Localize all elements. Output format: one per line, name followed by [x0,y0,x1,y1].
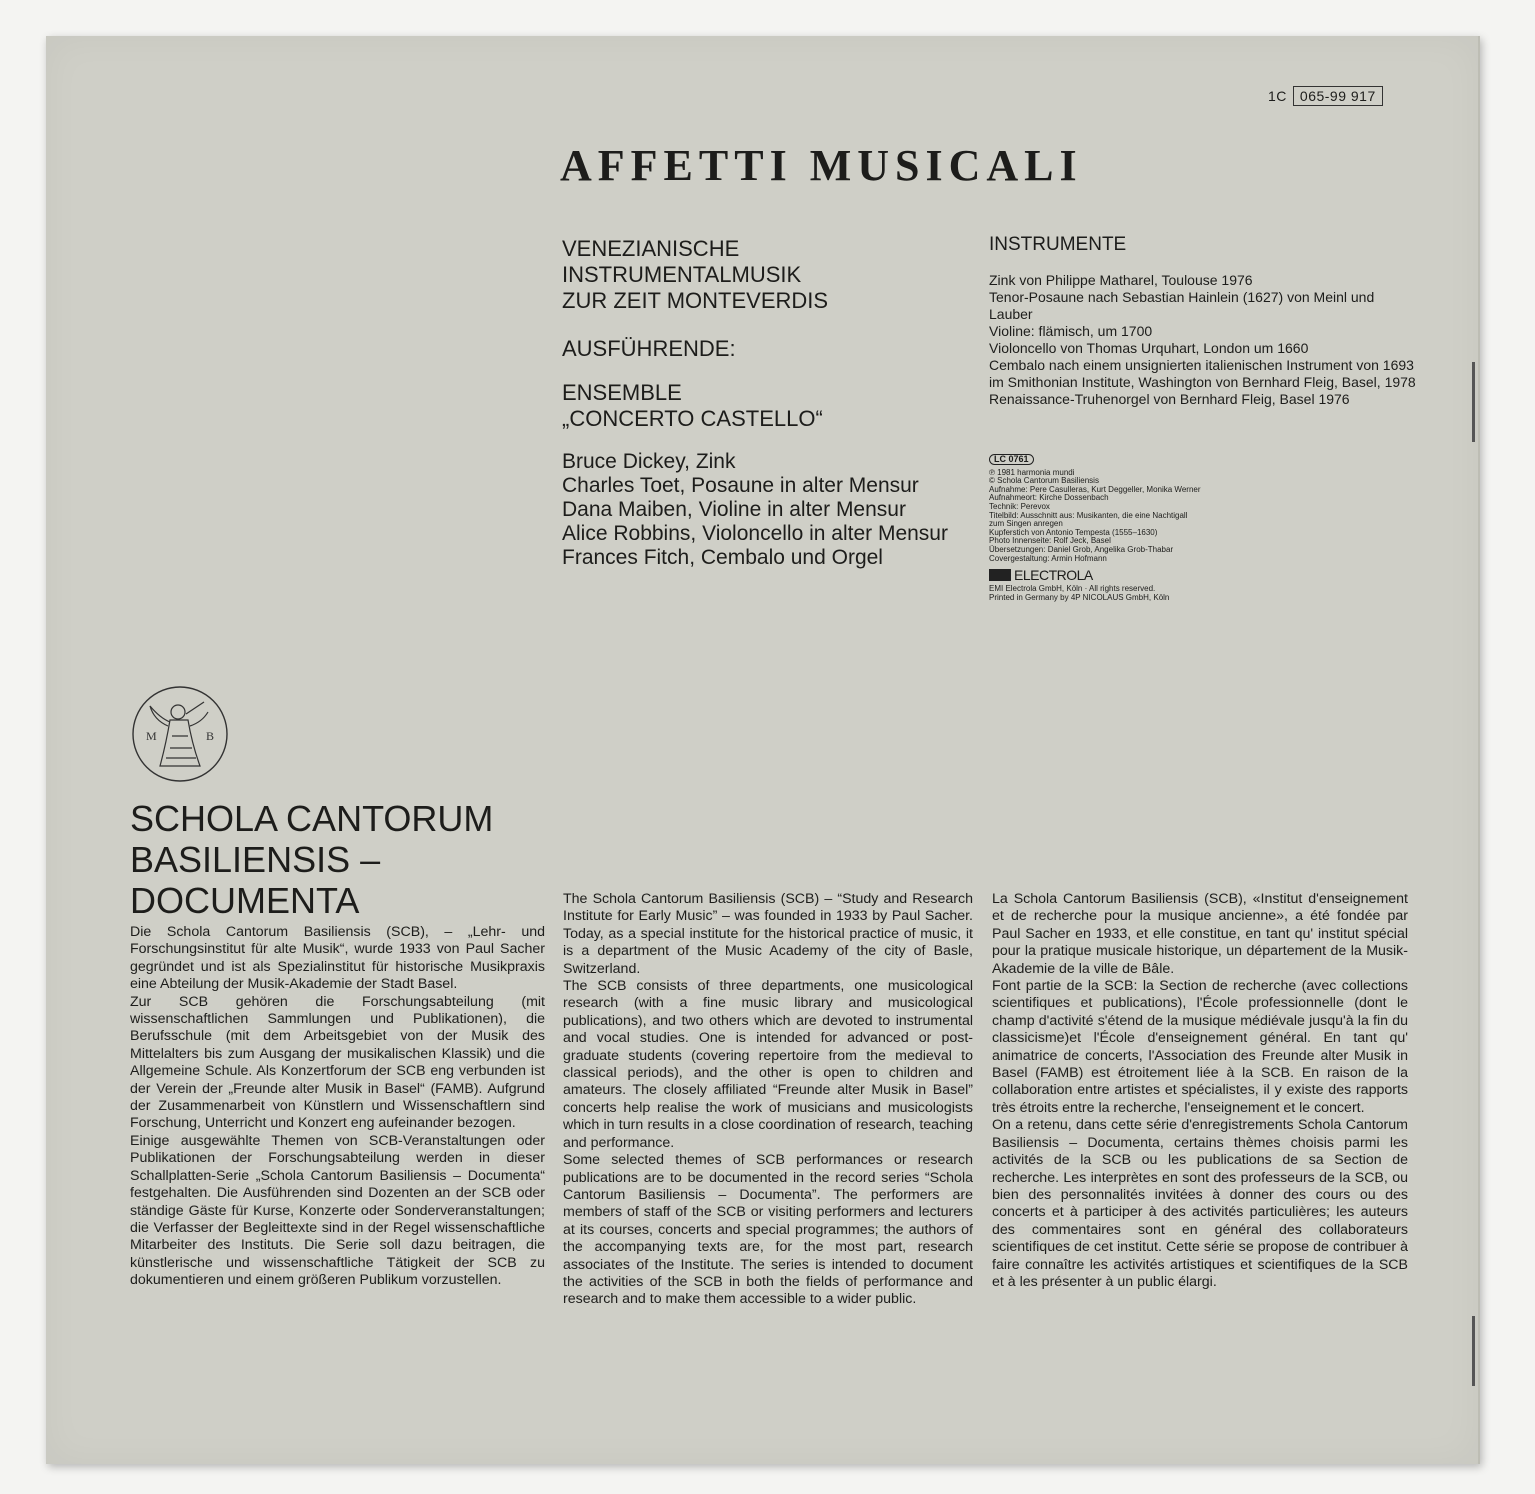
label-name: ELECTROLA [1014,566,1093,583]
performer-item: Dana Maiben, Violine in alter Mensur [562,498,906,521]
instrument-item: Violoncello von Thomas Urquhart, London um 1660 [989,340,1309,356]
seal-letter-right: B [206,729,215,743]
rights-line: EMI Electrola GmbH, Köln · All rights reserved. [989,584,1156,594]
rights-line: Printed in Germany by 4P NICOLAUS GmbH, Köln [989,592,1170,602]
paragraph: The Schola Cantorum Basiliensis (SCB) – “Study and Research Institute for Early Music” – was founded in 1933 by Paul Sacher. Today, as a special institute for the historical practice of music, it is a department of the Music Academy of the city of Basle, Switzerland. [563,891,973,977]
performer-list [562,450,948,570]
instrument-item: Zink von Philippe Matharel, Toulouse 1976 [989,272,1253,288]
performer-item: Alice Robbins, Violoncello in alter Mensur [562,522,948,545]
credit-line: ℗ 1981 harmonia mundi [989,467,1075,477]
electrola-logo [989,566,1093,583]
credit-line: zum Singen anregen [989,519,1063,529]
paragraph: Font partie de la SCB: la Section de recherche (avec collections scientifiques et publications), l'École professionnelle (dont le champ d'activité s'étend de la musique médiévale jusqu'à la fin du classicisme)et l'École d'enseignement général. En tant qu' animatrice de concerts, l'Association des Freunde alter Musik in Basel (FAMB) est étroitement liée à la SCB. En raison de la collaboration entre artistes et spécialistes, il y existe des rapports très étroits entre la recherche, l'enseignement et le concert. [992,978,1408,1116]
album-subtitle: VENEZIANISCHE INSTRUMENTALMUSIK ZUR ZEIT MONTEVERDIS [562,236,829,313]
record-sleeve-back [46,36,1480,1464]
sleeve-edge-mark [1472,1316,1475,1386]
ensemble-name: ENSEMBLE „CONCERTO CASTELLO“ [562,380,823,431]
catalog-number [1268,86,1383,106]
paragraph: Die Schola Cantorum Basiliensis (SCB), – „Lehr- und Forschungsinstitut für alte Musik“, wurde 1933 von Paul Sacher gegründet und ist als Spezialinstitut für historische Musikpraxis eine Abteilung der Musik-Akademie der Stadt Basel. [130,924,545,993]
paragraph: Einige ausgewählte Themen von SCB-Veranstaltungen oder Publikationen der Forschungsabteilung werden in dieser Schallplatten-Serie „Schola Cantorum Basiliensis – Documenta“ festgehalten. Die Ausführenden sind Dozenten an der SCB oder ständige Gäste für Kurse, Konzerte oder Sonderveranstaltungen; die Verfasser der Begleittexte sind in der Regel wissenschaftliche Mitarbeiter des Instituts. Die Serie soll dazu beitragen, die künstlerische und wissenschaftliche Tätigkeit der SCB zu dokumentieren und einem größeren Publikum vorzustellen. [130,1132,545,1289]
text-column-english [563,891,973,1309]
performers-heading: AUSFÜHRENDE: [562,336,736,361]
credit-line: Titelbild: Ausschnitt aus: Musikanten, die eine Nachtigall [989,510,1188,520]
performer-item: Frances Fitch, Cembalo und Orgel [562,546,883,569]
production-credits [989,454,1319,602]
instrument-list [989,272,1419,408]
instrument-item: Renaissance-Truhenorgel von Bernhard Fleig, Basel 1976 [989,391,1350,407]
instruments-heading: INSTRUMENTE [989,234,1127,255]
text-column-german [130,924,545,1290]
performer-item: Bruce Dickey, Zink [562,450,736,473]
emi-logo-icon [989,569,1011,581]
paragraph: On a retenu, dans cette série d'enregistrements Schola Cantorum Basiliensis – Documenta, certains thèmes choisis parmi les activités de la SCB ou les publications de sa Section de recherche. Les interprètes en sont des professeurs de la SCB, ou bien des personnalités invitées à donner des cours ou des concerts et à participer à des activités particulières; les auteurs des commentaires sont en général des collaborateurs scientifiques de cet institut. Cette série se propose de contribuer à faire connaître les activités artistiques et scientifiques de la SCB et à les présenter à un public élargi. [992,1117,1408,1290]
paragraph: The SCB consists of three departments, one musicological research (with a fine music library and musicological publications), and two others which are devoted to instrumental and vocal studies. One is intended for advanced or post-graduate students (covering repertoire from the medieval to classical periods), and the other is open to children and amateurs. The closely affiliated “Freunde alter Musik in Basel” concerts help realise the work of musicians and musicologists which in turn results in a close coordination of research, teaching and performance. [563,978,973,1151]
credit-line: © Schola Cantorum Basiliensis [989,476,1099,486]
credit-line: Technik: Perevox [989,501,1050,511]
credit-line: Photo Innenseite: Rolf Jeck, Basel [989,536,1111,546]
music-academy-seal-icon [130,684,230,789]
catalog-prefix: 1C [1268,88,1287,104]
text-column-french [992,891,1408,1291]
credit-line: Covergestaltung: Armin Hofmann [989,553,1107,563]
credit-line: Aufnahmeort: Kirche Dossenbach [989,493,1109,503]
seal-letter-left: M [146,729,157,743]
paragraph: Some selected themes of SCB performances or research publications are to be documented in the record series “Schola Cantorum Basiliensis – Documenta”. The performers are members of staff of the SCB or visiting performers and lecturers at its courses, concerts and special programmes; the authors of the accompanying texts are, for the most part, research associates of the Institute. The series is intended to document the activities of the SCB in both the fields of performance and research and to make them accessible to a wider public. [563,1152,973,1308]
instrument-item: Tenor-Posaune nach Sebastian Hainlein (1627) von Meinl und Lauber [989,289,1375,322]
paragraph: La Schola Cantorum Basiliensis (SCB), «Institut d'enseignement et de recherche pour la musique ancienne», a été fondée par Paul Sacher en 1933, et elle constitue, en tant qu' institut spécial pour la pratique musicale historique, un département de la Musik-Akademie de la ville de Bâle. [992,891,1408,977]
instrument-item: Violine: flämisch, um 1700 [989,323,1153,339]
label-code-logo: LC 0761 [989,454,1034,465]
sleeve-edge-mark [1472,362,1475,442]
credit-line: Aufnahme: Pere Casulleras, Kurt Deggeller, Monika Werner [989,484,1201,494]
instrument-item: Cembalo nach einem unsignierten italienischen Instrument von 1693 im Smithonian Institute, Washington von Bernhard Fleig, Basel, 1978 [989,357,1416,390]
paragraph: Zur SCB gehören die Forschungsabteilung (mit wissenschaftlichen Sammlungen und Publikationen), die Berufsschule (mit dem Arbeitsgebiet von der Musik des Mittelalters bis zum Ausgang der musikalischen Klassik) und die Allgemeine Schule. Als Konzertforum der SCB eng verbunden ist der Verein der „Freunde alter Musik in Basel“ (FAMB). Aufgrund der Zusammenarbeit von Künstlern und Wissenschaftlern sind Forschung, Unterricht und Konzert eng aufeinander bezogen. [130,993,545,1132]
album-title: AFFETTI MUSICALI [560,141,1083,190]
credit-line: Übersetzungen: Daniel Grob, Angelika Grob-Thabar [989,544,1174,554]
catalog-number-box: 065-99 917 [1293,86,1383,106]
credit-line: Kupferstich von Antonio Tempesta (1555–1630) [989,527,1158,537]
series-heading: SCHOLA CANTORUM BASILIENSIS – DOCUMENTA [130,798,494,921]
performer-item: Charles Toet, Posaune in alter Mensur [562,474,919,497]
